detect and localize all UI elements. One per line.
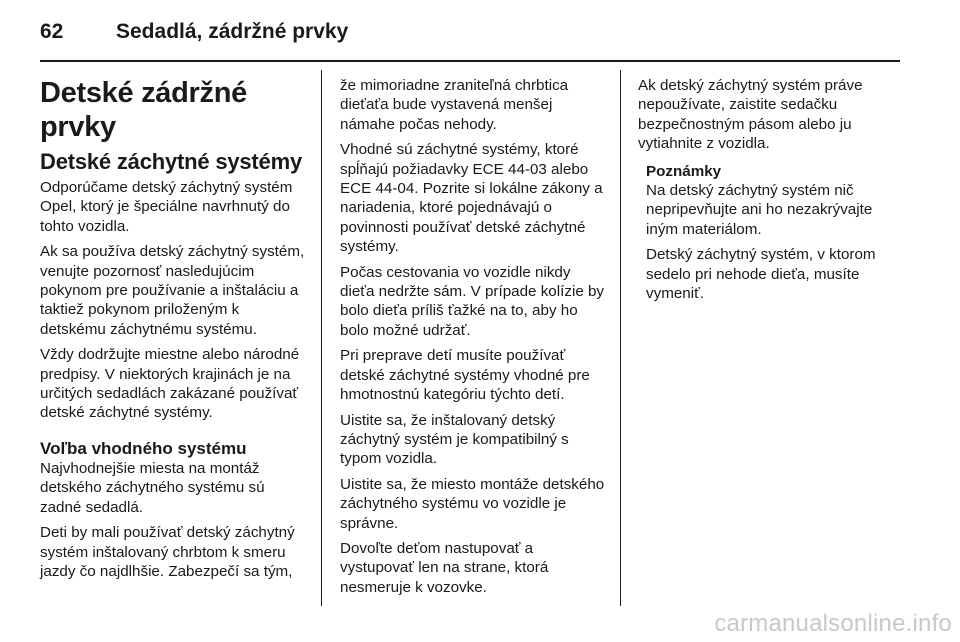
paragraph: Počas cestovania vo vozidle nikdy dieťa nedržte sám. V prípade kolízie by bolo dieťa príliš ťažké na to, aby ho bolo možné udržať. [340, 263, 605, 339]
paragraph: Ak sa používa detský záchytný systém, venujte pozornosť nasledujúcim pokynom pre používanie a inštaláciu a taktiež pokynom priloženým k detskému záchytnému systému. [40, 243, 305, 338]
paragraph: Vždy dodržujte miestne alebo národné predpisy. V niektorých krajinách je na určitých sedadlách zakázané používať detské záchytné systémy. [40, 346, 300, 422]
note-title: Poznámky [646, 162, 722, 180]
note-paragraph: Detský záchytný systém, v ktorom sedelo pri nehode dieťa, musíte vymeniť. [646, 246, 876, 303]
column-divider-1 [321, 70, 322, 606]
paragraph: Odporúčame detský záchytný systém Opel, ktorý je špeciálne navrhnutý do tohto vozidla. [40, 179, 293, 235]
header-divider [40, 60, 900, 62]
paragraph: Najvhodnejšie miesta na montáž detského záchytného systému sú zadné sedadlá. [40, 459, 265, 516]
page-number: 62 [40, 20, 64, 43]
section-heading: Detské zádržné prvky [40, 77, 247, 143]
note-box [646, 162, 906, 304]
subsection-heading: Detské záchytné systémy [40, 149, 302, 174]
column-3 [638, 76, 906, 309]
header-title: Sedadlá, zádržné prvky [116, 20, 349, 43]
column-2 [340, 76, 608, 603]
note-paragraph: Na detský záchytný systém nič nepripevňujte ani ho nezakrývajte iným materiálom. [646, 182, 873, 238]
page-header [40, 16, 920, 56]
paragraph: Pri preprave detí musíte používať detské záchytné systémy vhodné pre hmotnostnú kategóriu týchto detí. [340, 347, 590, 404]
paragraph: Deti by mali používať detský záchytný systém inštalovaný chrbtom k smeru jazdy čo najdlhšie. Zabezpečí sa tým, [40, 524, 295, 580]
column-divider-2 [620, 70, 621, 606]
paragraph: Vhodné sú záchytné systémy, ktoré spĺňajú požiadavky ECE 44-03 alebo ECE 44-04. Pozrite si lokálne zákony a nariadenia, ktoré pojednávajú o povinnosti používať detské záchytné systémy. [340, 141, 603, 256]
subsubsection-heading: Voľba vhodného systému [40, 438, 247, 458]
paragraph: Uistite sa, že inštalovaný detský záchytný systém je kompatibilný s typom vozidla. [340, 411, 569, 468]
column-1 [40, 76, 308, 587]
paragraph: Dovoľte deťom nastupovať a vystupovať len na strane, ktorá nesmeruje k vozovke. [340, 539, 549, 596]
paragraph: Uistite sa, že miesto montáže detského záchytného systému vo vozidle je správne. [340, 475, 605, 532]
paragraph: Ak detský záchytný systém práve nepoužívate, zaistite sedačku bezpečnostným pásom alebo ju vytiahnite z vozidla. [638, 77, 863, 153]
watermark: carmanualsonline.info [714, 610, 952, 637]
paragraph: že mimoriadne zraniteľná chrbtica dieťaťa bude vystavená menšej námahe počas nehody. [340, 77, 569, 133]
